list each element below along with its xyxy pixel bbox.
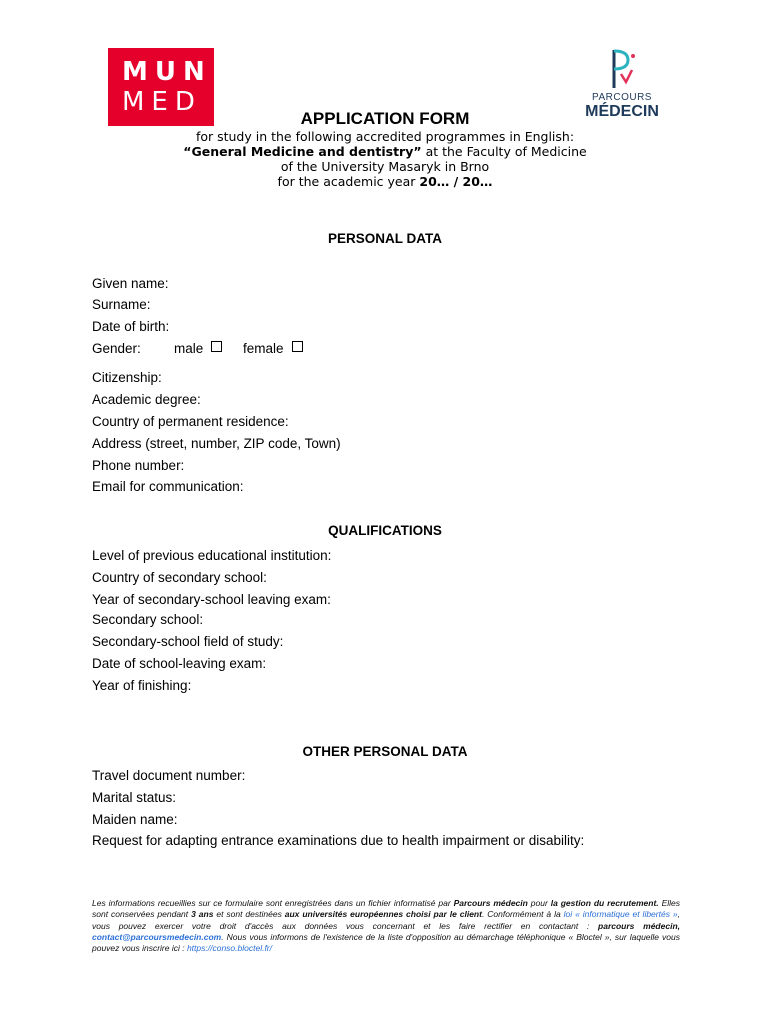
country-residence-field[interactable]: Country of permanent residence: — [92, 414, 289, 429]
form-subtitle — [0, 129, 770, 189]
address-field[interactable]: Address (street, number, ZIP code, Town) — [92, 436, 341, 451]
email-field[interactable]: Email for communication: — [92, 479, 244, 494]
date-of-birth-field[interactable]: Date of birth: — [92, 319, 170, 334]
muni-logo-line2: MED — [122, 87, 202, 117]
form-title: APPLICATION FORM — [300, 109, 470, 128]
maiden-name-field[interactable]: Maiden name: — [92, 812, 178, 827]
subtitle-line4: for the academic year 20… / 20… — [277, 174, 493, 189]
muni-logo-line1: MUNI — [122, 57, 229, 87]
section-personal-data: PERSONAL DATA — [327, 231, 442, 246]
gender-label: Gender: — [92, 341, 141, 356]
pm-logo-mark-icon — [608, 48, 638, 90]
given-name-field[interactable]: Given name: — [92, 276, 169, 291]
secondary-school-field[interactable]: Secondary school: — [92, 612, 204, 627]
adaptation-request-field[interactable]: Request for adapting entrance examinations due to health impairment or disability: — [92, 833, 585, 848]
section-other-personal-data: OTHER PERSONAL DATA — [302, 744, 468, 759]
academic-year: 20… / 20… — [419, 174, 493, 189]
gender-female-label: female — [243, 341, 284, 356]
subtitle-line3: of the University Masaryk in Brno — [280, 159, 490, 174]
programme-name: “General Medicine and dentistry” — [183, 144, 422, 159]
female-checkbox[interactable] — [292, 341, 303, 352]
travel-document-field[interactable]: Travel document number: — [92, 768, 246, 783]
male-checkbox[interactable] — [211, 341, 222, 352]
date-leaving-exam-field[interactable]: Date of school-leaving exam: — [92, 656, 267, 671]
subtitle-line1: for study in the following accredited programmes in English: — [195, 129, 575, 144]
country-secondary-school-field[interactable]: Country of secondary school: — [92, 570, 267, 585]
subtitle-line2: “General Medicine and dentistry” at the Faculty of Medicine — [183, 144, 587, 159]
surname-field[interactable]: Surname: — [92, 297, 151, 312]
pm-logo-big-text: MÉDECIN — [585, 103, 659, 120]
privacy-notice: Les informations recueillies sur ce formulaire sont enregistrées dans un fichier informatisé par Parcours médecin pour la gestion du recrutement. Elles sont conservées pendant 3 ans et sont destinées aux universités européennes choisi par le client. Conformément à la loi « informatique et libertés », vous pouvez exercer votre droit d'accès aux données vous concernant et les faire rectifier en contactant : parcours médecin, contact@parcoursmedecin.com. Nous vous informons de l'existence de la liste d'opposition au démarchage téléphonique « Bloctel », sur laquelle vous pouvez vous inscrire ici : https://conso.bloctel.fr/ — [92, 898, 680, 954]
year-finishing-field[interactable]: Year of finishing: — [92, 678, 192, 693]
section-qualifications: QUALIFICATIONS — [328, 523, 442, 538]
education-level-field[interactable]: Level of previous educational institution: — [92, 548, 332, 563]
contact-email-link[interactable]: contact@parcoursmedecin.com — [92, 931, 222, 942]
law-link[interactable]: loi « informatique et libertés » — [563, 909, 678, 920]
year-leaving-exam-field[interactable]: Year of secondary-school leaving exam: — [92, 592, 331, 607]
field-of-study-field[interactable]: Secondary-school field of study: — [92, 634, 284, 649]
citizenship-field[interactable]: Citizenship: — [92, 370, 162, 385]
marital-status-field[interactable]: Marital status: — [92, 790, 177, 805]
pm-logo-small-text: PARCOURS — [592, 92, 652, 103]
bloctel-link[interactable]: https://conso.bloctel.fr/ — [186, 943, 272, 954]
academic-degree-field[interactable]: Academic degree: — [92, 392, 201, 407]
phone-field[interactable]: Phone number: — [92, 458, 185, 473]
gender-male-label: male — [174, 341, 204, 356]
